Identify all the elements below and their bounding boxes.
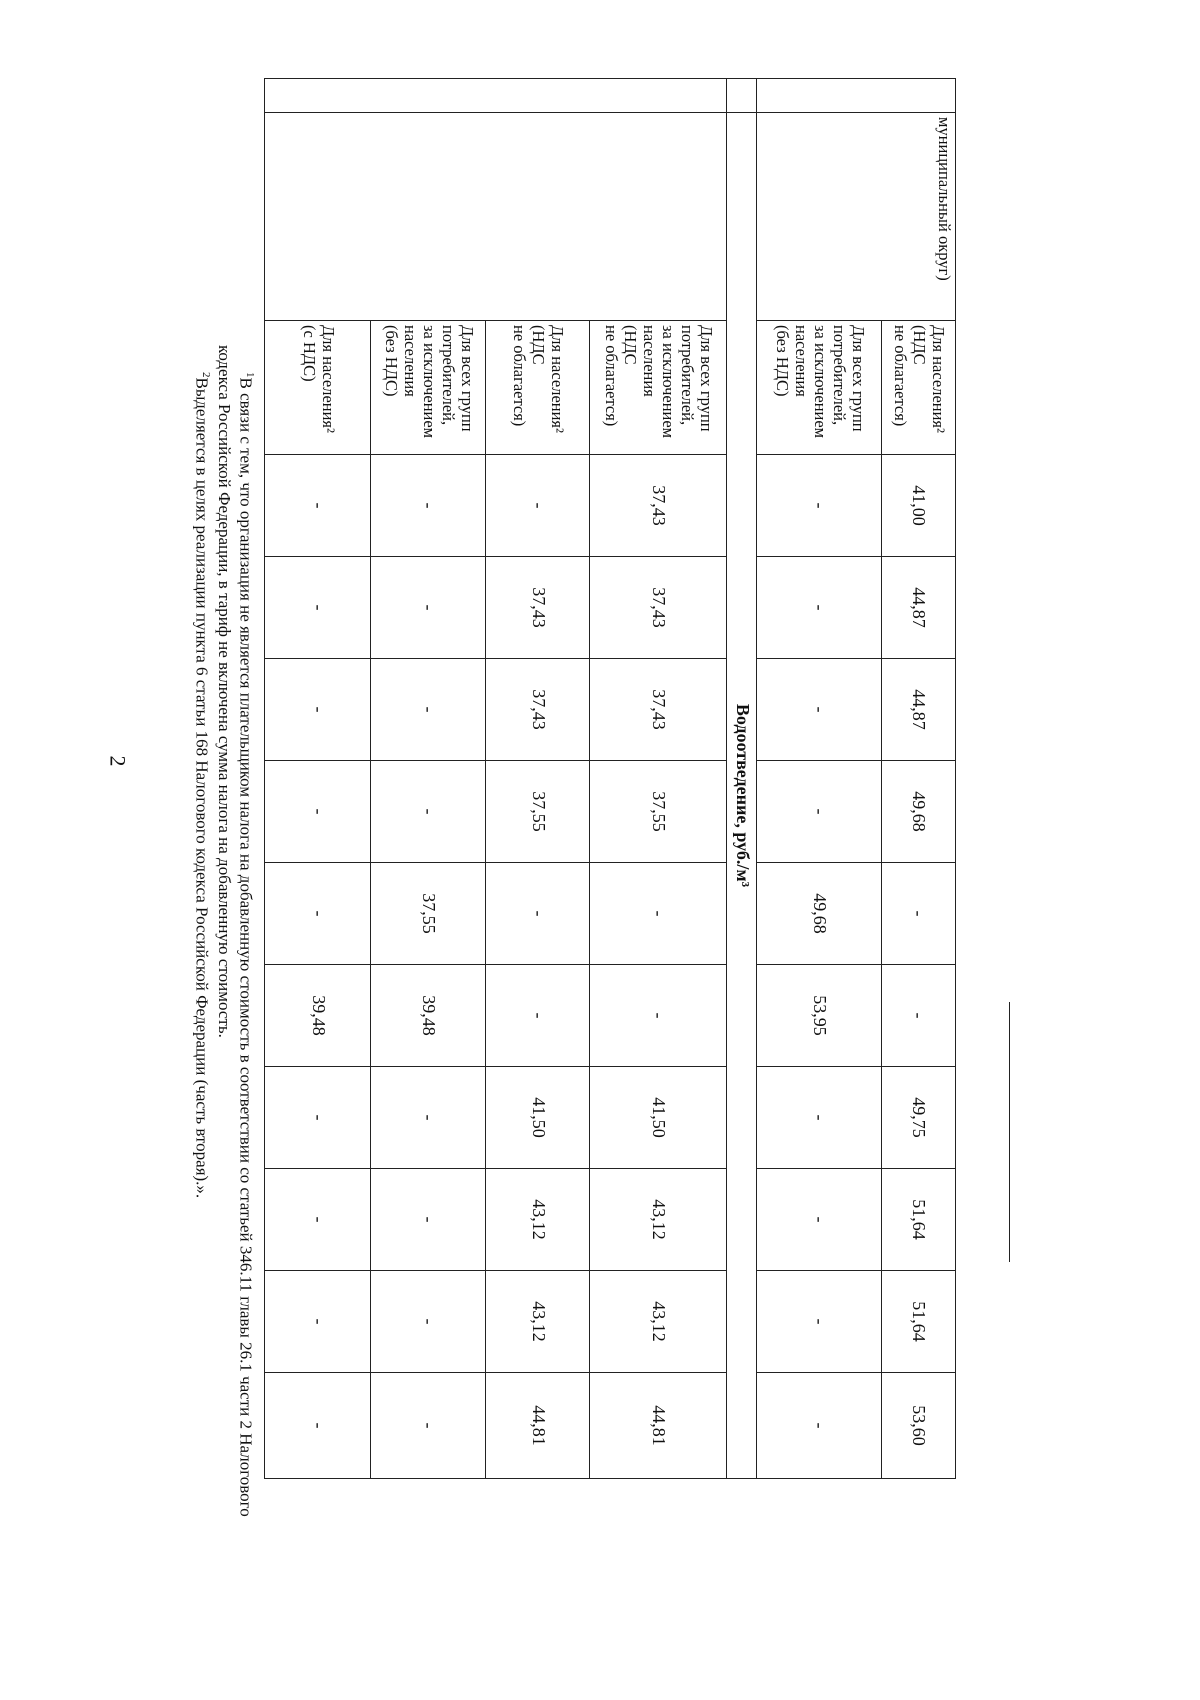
table-row: [590, 79, 727, 1479]
tariff-value-cell: -: [486, 965, 590, 1067]
tariff-value-cell: 49,68: [757, 863, 882, 965]
tariff-value-cell: 43,12: [486, 1169, 590, 1271]
row-label-line: за исключением: [419, 325, 439, 439]
tariff-value-cell: -: [265, 557, 371, 659]
tariff-value-cell: -: [265, 455, 371, 557]
tariff-value-cell: 49,68: [882, 761, 956, 863]
tariff-value-cell: 37,43: [486, 557, 590, 659]
row-label-line: (НДС: [529, 325, 549, 365]
row-label-line: (НДС: [910, 325, 930, 365]
index-cell: [265, 79, 727, 113]
tariff-value-cell: 37,55: [371, 863, 486, 965]
tariff-value-cell: -: [265, 1169, 371, 1271]
tariff-value-cell: 43,12: [590, 1169, 727, 1271]
tariff-value-cell: 41,50: [590, 1067, 727, 1169]
table-row: [882, 79, 956, 1479]
tariff-value-cell: -: [882, 863, 956, 965]
tariff-value-cell: 44,87: [882, 557, 956, 659]
tariff-value-cell: 39,48: [371, 965, 486, 1067]
tariff-value-cell: 41,00: [882, 455, 956, 557]
municipality-cell: [265, 113, 727, 321]
tariff-value-cell: -: [757, 1373, 882, 1479]
section-title: Водоотведение, руб./м³: [727, 113, 757, 1479]
tariff-value-cell: -: [757, 455, 882, 557]
row-label-line: (НДС: [621, 325, 641, 365]
tariff-value-cell: -: [371, 761, 486, 863]
tariff-value-cell: -: [371, 1373, 486, 1479]
tariff-value-cell: -: [371, 659, 486, 761]
tariff-value-cell: -: [590, 863, 727, 965]
tariff-value-cell: 37,43: [590, 455, 727, 557]
row-label-line: (без НДС): [772, 325, 792, 397]
tariff-value-cell: -: [757, 1067, 882, 1169]
row-label: [371, 321, 486, 455]
row-label-line: Для населения²: [548, 325, 568, 433]
tariff-value-cell: -: [265, 659, 371, 761]
tariff-value-cell: 37,43: [590, 659, 727, 761]
tariff-value-cell: -: [882, 965, 956, 1067]
tariff-value-cell: 49,75: [882, 1067, 956, 1169]
row-label-line: не облагается): [891, 325, 911, 427]
tariff-value-cell: 43,12: [590, 1271, 727, 1373]
tariff-value-cell: -: [757, 1271, 882, 1373]
row-label-line: потребителей,: [438, 325, 458, 426]
tariff-value-cell: -: [265, 1271, 371, 1373]
tariff-value-cell: -: [371, 1067, 486, 1169]
tariff-value-cell: -: [757, 557, 882, 659]
row-label-line: за исключением: [810, 325, 830, 439]
tariff-value-cell: 39,48: [265, 965, 371, 1067]
municipality-cell: муниципальный округ): [757, 113, 956, 321]
row-label: [757, 321, 882, 455]
row-label-line: за исключением: [659, 325, 679, 439]
tariff-value-cell: 44,81: [486, 1373, 590, 1479]
tariff-value-cell: -: [371, 1271, 486, 1373]
page-number: 2: [105, 755, 131, 767]
tariff-value-cell: -: [371, 1169, 486, 1271]
tariff-value-cell: -: [757, 1169, 882, 1271]
row-label-line: (без НДС): [381, 325, 401, 397]
tariff-value-cell: -: [265, 1067, 371, 1169]
row-label-line: населения: [791, 325, 811, 397]
row-label-line: населения: [640, 325, 660, 397]
tariff-value-cell: -: [265, 863, 371, 965]
tariff-value-cell: 44,81: [590, 1373, 727, 1479]
tariff-value-cell: -: [265, 761, 371, 863]
tariff-value-cell: -: [486, 455, 590, 557]
tariff-value-cell: -: [486, 863, 590, 965]
row-label: [265, 321, 371, 455]
tariff-value-cell: -: [371, 455, 486, 557]
tariff-value-cell: 53,60: [882, 1373, 956, 1479]
row-label-line: (с НДС): [299, 325, 319, 382]
footnote-2: $^2$Выделяется в целях реализации пункта 6 статьи 168 Налогового кодекса Российской Федерации (часть вторая).».: [192, 372, 212, 1199]
row-label: [590, 321, 727, 455]
tariff-value-cell: 37,43: [486, 659, 590, 761]
tariff-table: [264, 78, 956, 1479]
row-label-line: Для всех групп: [697, 325, 717, 432]
tariff-value-cell: 41,50: [486, 1067, 590, 1169]
row-label-line: Для населения²: [929, 325, 949, 433]
tariff-value-cell: 37,43: [590, 557, 727, 659]
tariff-value-cell: -: [265, 1373, 371, 1479]
tariff-value-cell: 53,95: [757, 965, 882, 1067]
tariff-value-cell: 37,55: [486, 761, 590, 863]
end-rule: [1009, 1002, 1010, 1262]
tariff-value-cell: -: [757, 761, 882, 863]
tariff-value-cell: 37,55: [590, 761, 727, 863]
row-label-line: не облагается): [602, 325, 622, 427]
footnote-1: $^1$В связи с тем, что организация не является плательщиком налога на добавленную стоимость в соответствии со статьей 346.11 главы 26.1 части 2 Налогового: [236, 372, 256, 1517]
row-label-line: Для всех групп: [457, 325, 477, 432]
row-label: [486, 321, 590, 455]
tariff-value-cell: 43,12: [486, 1271, 590, 1373]
tariff-value-cell: 51,64: [882, 1169, 956, 1271]
index-cell: [757, 79, 956, 113]
row-label-line: потребителей,: [829, 325, 849, 426]
row-label-line: населения: [400, 325, 420, 397]
section-row: [727, 79, 757, 1479]
tariff-value-cell: -: [590, 965, 727, 1067]
tariff-value-cell: 51,64: [882, 1271, 956, 1373]
row-label-line: Для населения²: [318, 325, 338, 433]
tariff-value-cell: -: [757, 659, 882, 761]
index-cell: [727, 79, 757, 113]
row-label-line: потребителей,: [678, 325, 698, 426]
footnote-1-continuation: кодекса Российской Федерации, в тариф не включена сумма налога на добавленную стоимость.: [215, 345, 234, 1038]
tariff-value-cell: 44,87: [882, 659, 956, 761]
tariff-value-cell: -: [371, 557, 486, 659]
row-label-line: не облагается): [510, 325, 530, 427]
row-label: [882, 321, 956, 455]
row-label-line: Для всех групп: [848, 325, 868, 432]
